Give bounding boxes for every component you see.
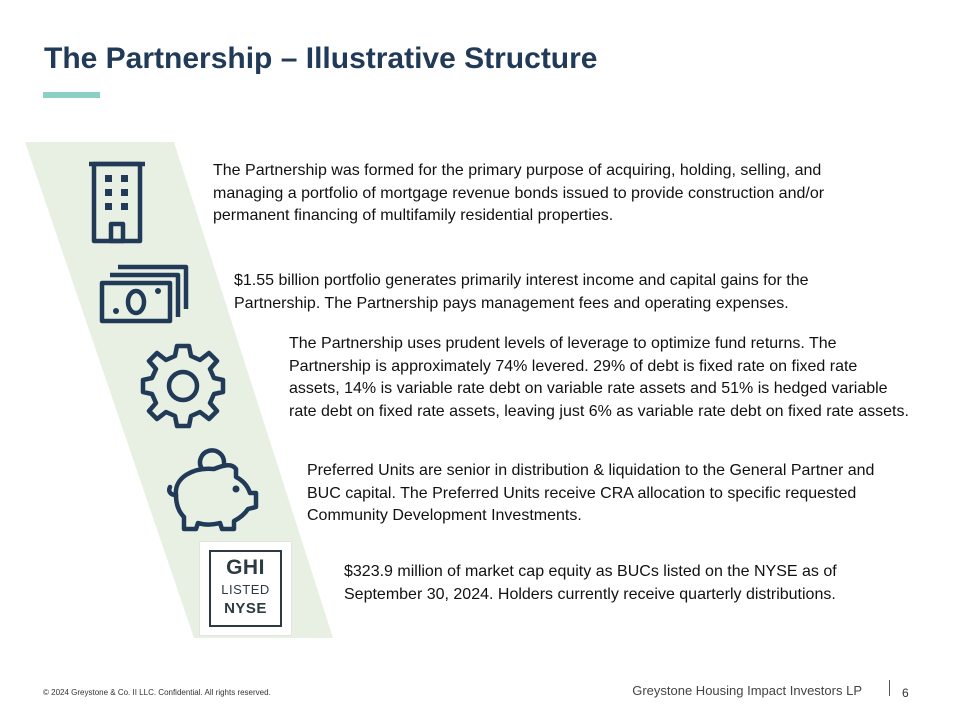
footer-company-name: Greystone Housing Impact Investors LP [632, 683, 862, 698]
building-icon [87, 156, 147, 244]
page-title: The Partnership – Illustrative Structure [44, 42, 598, 75]
page-number: 6 [902, 686, 909, 700]
preferred-units-text: Preferred Units are senior in distribution & liquidation to the General Partner and BUC capital. The Preferred Units receive CRA allocation to specific requested Community Development Investments. [307, 462, 875, 524]
footer-copyright: © 2024 Greystone & Co. II LLC. Confidential. All rights reserved. [43, 688, 271, 697]
ghi-logo-line3: NYSE [224, 600, 267, 617]
ghi-listed-nyse-logo [209, 550, 282, 627]
portfolio-income-text: $1.55 billion portfolio generates primarily interest income and capital gains for the Partnership. The Partnership pays management fees and operating expenses. [234, 272, 809, 312]
ghi-logo-line2: LISTED [221, 582, 270, 597]
market-cap-text: $323.9 million of market cap equity as BUCs listed on the NYSE as of September 30, 2024. Holders currently receive quarterly distributions. [344, 563, 837, 603]
footer-divider [889, 680, 890, 696]
piggy-bank-icon [166, 447, 260, 533]
partnership-purpose-text: The Partnership was formed for the primary purpose of acquiring, holding, selling, and managing a portfolio of mortgage revenue bonds issued to provide construction and/or permanent financing of multifamily residential properties. [213, 162, 825, 224]
ghi-logo-line1: GHI [226, 556, 265, 579]
leverage-text: The Partnership uses prudent levels of leverage to optimize fund returns. The Partnership is approximately 74% levered. 29% of debt is fixed rate on fixed rate assets, 14% is variable rate debt on variable rate assets and 51% is hedged variable rate debt on fixed rate assets, leaving just 6% as variable rate debt on fixed rate assets. [289, 335, 909, 420]
cash-icon [98, 263, 190, 325]
gear-icon [137, 340, 229, 432]
ghi-listed-nyse-badge [200, 542, 291, 635]
